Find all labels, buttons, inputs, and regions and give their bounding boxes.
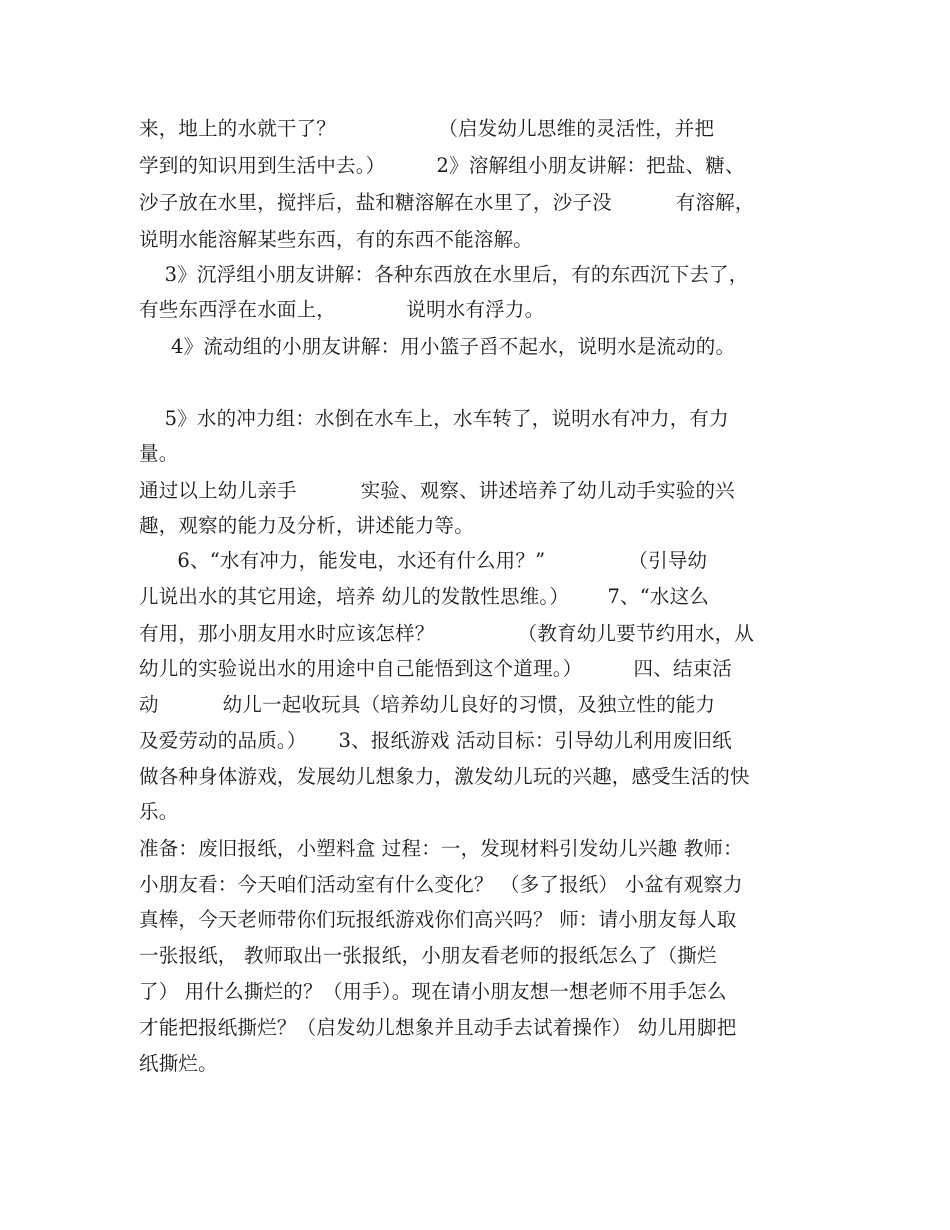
text-line: 学到的知识用到生活中去。） 2》溶解组小朋友讲解：把盐、糖、: [139, 154, 745, 177]
text-line: 趣，观察的能力及分析，讲述能力等。: [139, 514, 474, 537]
text-line: 3》沉浮组小朋友讲解：各种东西放在水里后，有的东西沉下去了，: [139, 263, 749, 286]
text-line: 通过以上幼儿亲手 实验、观察、讲述培养了幼儿动手实验的兴: [139, 479, 735, 502]
text-line: 准备：废旧报纸，小塑料盒 过程：一，发现材料引发幼儿兴趣 教师：: [139, 837, 743, 860]
text-line: 乐。: [139, 800, 179, 823]
text-line: 小朋友看：今天咱们活动室有什么变化？ （多了报纸） 小盆有观察力: [139, 873, 743, 896]
text-line: 儿说出水的其它用途，培养 幼儿的发散性思维。） 7、“水这么: [139, 585, 710, 608]
text-line: 了） 用什么撕烂的？（用手）。现在请小朋友想一想老师不用手怎么: [139, 980, 727, 1003]
text-line: 及爱劳动的品质。） 3、报纸游戏 活动目标：引导幼儿利用废旧纸: [139, 729, 732, 752]
text-line: 才能把报纸撕烂？（启发幼儿想象并且动手去试着操作） 幼儿用脚把: [139, 1016, 737, 1039]
text-line: 量。: [139, 442, 179, 465]
text-line: 一张报纸， 教师取出一张报纸，小朋友看老师的报纸怎么了（撕烂: [139, 944, 717, 967]
text-line: 有用，那小朋友用水时应该怎样？ （教育幼儿要节约用水，从: [139, 622, 755, 645]
text-line: 4》流动组的小朋友讲解：用小篮子舀不起水，说明水是流动的。: [139, 335, 736, 358]
text-line: 幼儿的实验说出水的用途中自己能悟到这个道理。） 四、结束活: [139, 657, 733, 680]
text-line: 5》水的冲力组：水倒在水车上，水车转了，说明水有冲力，有力: [139, 407, 729, 430]
text-line: 6、“水有冲力，能发电，水还有什么用？” （引导幼: [139, 549, 708, 572]
text-line: 动 幼儿一起收玩具（培养幼儿良好的习惯，及独立性的能力: [139, 693, 716, 716]
text-line: 纸撕烂。: [139, 1052, 218, 1075]
text-line: 说明水能溶解某些东西，有的东西不能溶解。: [139, 228, 534, 251]
text-line: 有些东西浮在水面上， 说明水有浮力。: [139, 298, 545, 321]
text-line: 沙子放在水里，搅拌后，盐和糖溶解在水里了，沙子没 有溶解，: [139, 191, 755, 214]
text-line: 来，地上的水就干了？ （启发幼儿思维的灵活性，并把: [139, 117, 715, 140]
text-line: 做各种身体游戏，发展幼儿想象力，激发幼儿玩的兴趣，感受生活的快: [139, 765, 750, 788]
text-line: 真棒，今天老师带你们玩报纸游戏你们高兴吗？ 师：请小朋友每人取: [139, 908, 737, 931]
